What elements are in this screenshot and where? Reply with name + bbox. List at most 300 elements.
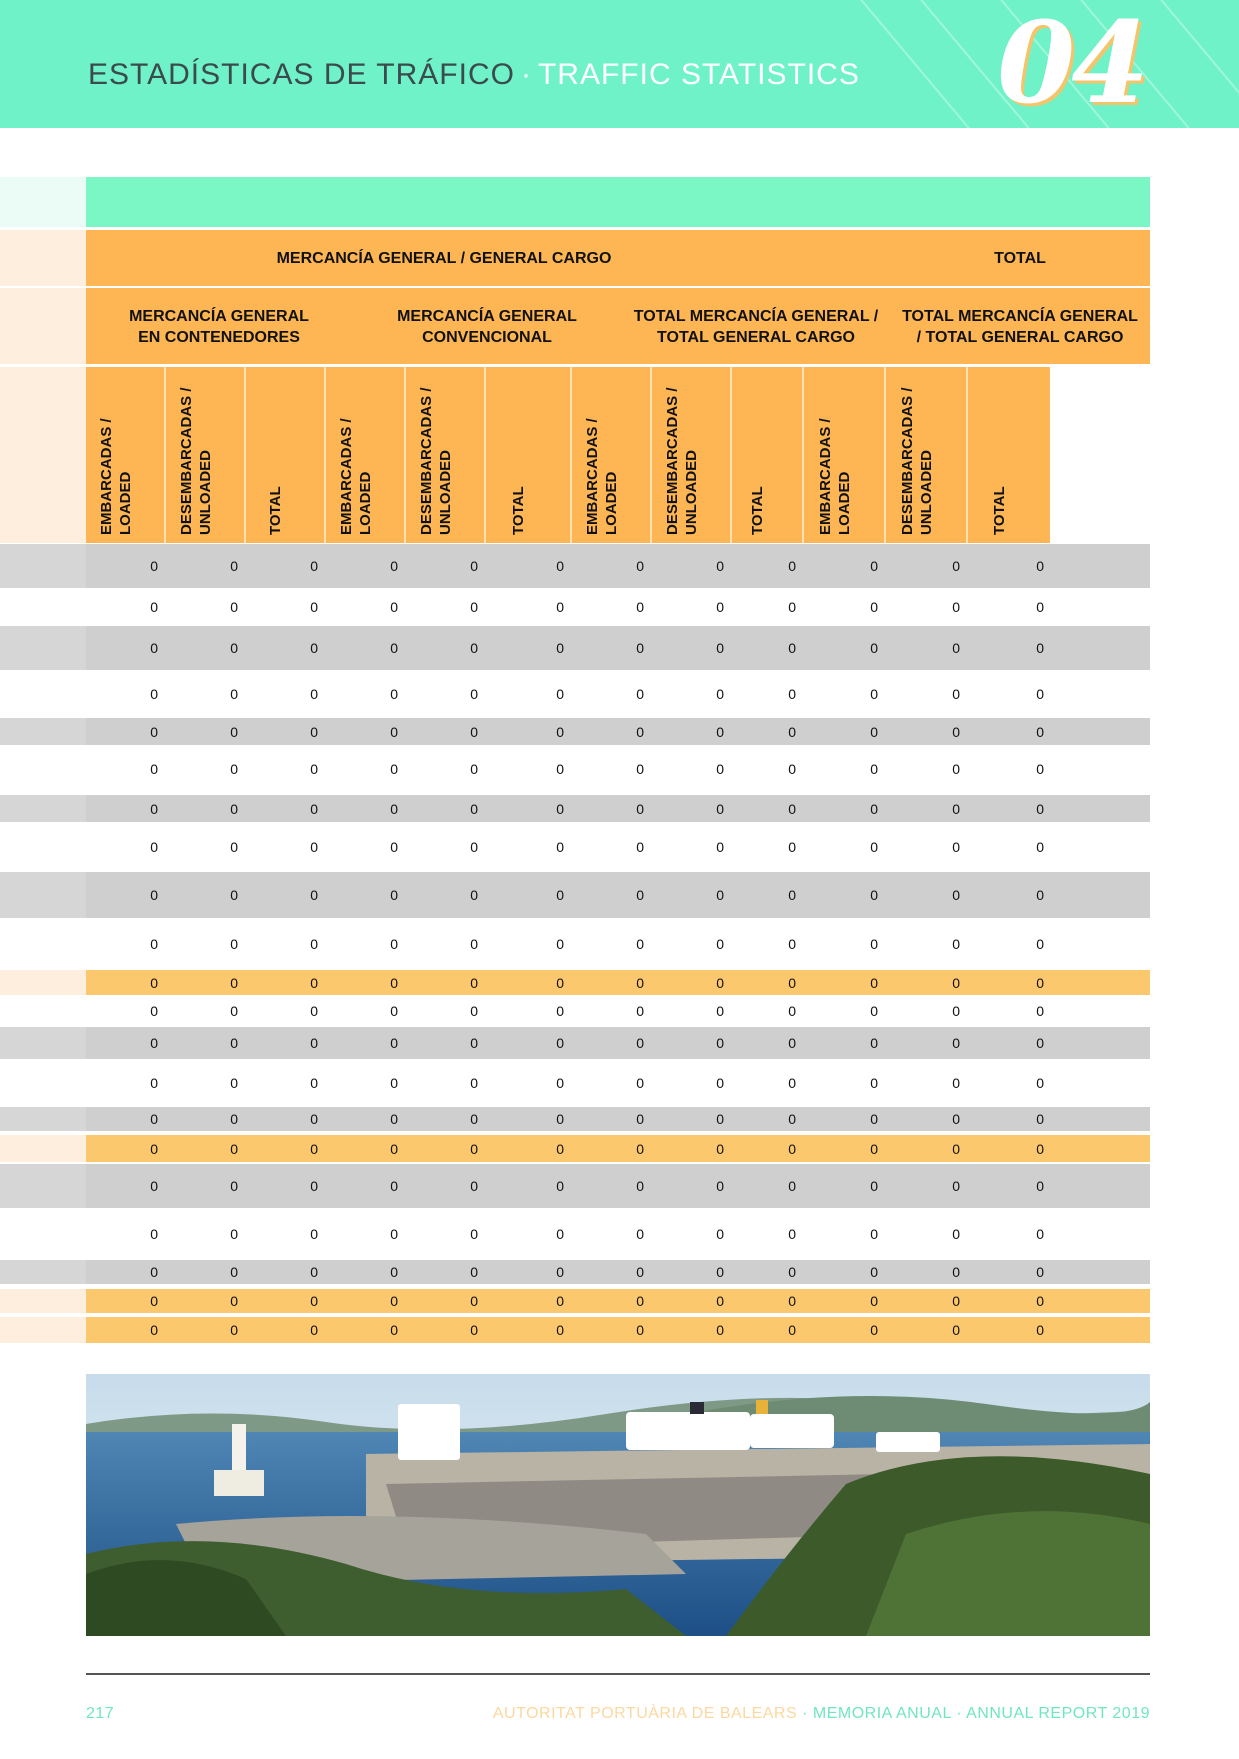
- column-divider: [650, 367, 652, 543]
- table-cell: 0: [952, 936, 960, 952]
- column-header: [486, 367, 570, 543]
- table-cell: 0: [1036, 599, 1044, 615]
- table-cell: 0: [716, 1111, 724, 1127]
- table-cell: 0: [470, 686, 478, 702]
- column-header: [572, 367, 650, 543]
- subgroup-line: MERCANCÍA GENERAL: [129, 308, 309, 325]
- column-divider: [244, 367, 246, 543]
- table-cell: 0: [788, 1140, 796, 1157]
- footer-report-es: MEMORIA ANUAL: [812, 1705, 952, 1722]
- column-header-line: DESEMBARCADAS /: [418, 387, 435, 535]
- table-cell: 0: [870, 723, 878, 740]
- table-cell: 0: [952, 686, 960, 702]
- table-header-subgroup-row: [86, 288, 1150, 364]
- table-row: [86, 718, 1150, 745]
- table-row: [86, 795, 1150, 822]
- column-header-label: [417, 387, 455, 535]
- table-row: [86, 1107, 1150, 1131]
- table-cell: 0: [390, 800, 398, 817]
- table-cell: 0: [470, 640, 478, 656]
- table-cell: 0: [1036, 723, 1044, 740]
- row-label-cell: [0, 825, 86, 869]
- table-cell: 0: [230, 1140, 238, 1157]
- table-cell: 0: [390, 974, 398, 991]
- table-cell: 0: [556, 558, 564, 574]
- table-row: [86, 1027, 1150, 1059]
- left-margin-cell: [0, 230, 86, 286]
- footer-report-title: [493, 1705, 1150, 1723]
- table-cell: 0: [150, 1002, 158, 1019]
- table-row: [86, 592, 1150, 622]
- chapter-number: 04: [997, 0, 1145, 128]
- table-cell: 0: [230, 599, 238, 615]
- table-cell: 0: [788, 1035, 796, 1051]
- table-cell: 0: [716, 1226, 724, 1242]
- column-divider: [884, 367, 886, 543]
- section-title-en: TRAFFIC STATISTICS: [537, 58, 860, 91]
- table-cell: 0: [952, 1264, 960, 1280]
- table-cell: 0: [952, 640, 960, 656]
- table-cell: 0: [870, 1140, 878, 1157]
- row-label-cell: [0, 1063, 86, 1103]
- column-header-line: TOTAL: [267, 486, 284, 535]
- column-header-label: [583, 418, 621, 535]
- table-cell: 0: [310, 887, 318, 903]
- page-number: 217: [86, 1705, 115, 1722]
- table-cell: 0: [390, 640, 398, 656]
- table-row: [86, 626, 1150, 670]
- row-label-cell: [0, 592, 86, 622]
- table-cell: 0: [952, 1293, 960, 1309]
- footer-organization: AUTORITAT PORTUÀRIA DE BALEARS: [492, 1705, 798, 1722]
- table-cell: 0: [716, 1140, 724, 1157]
- table-row: [86, 872, 1150, 918]
- subgroup-total-overall: [890, 306, 1150, 348]
- table-cell: 0: [788, 723, 796, 740]
- table-cell: 0: [390, 761, 398, 777]
- table-cell: 0: [470, 1322, 478, 1338]
- table-cell: 0: [150, 558, 158, 574]
- row-label-cell: [0, 970, 86, 995]
- table-row: [86, 1063, 1150, 1103]
- table-cell: 0: [952, 1075, 960, 1091]
- table-cell: 0: [230, 640, 238, 656]
- column-header-label: [663, 387, 701, 535]
- column-header-line: UNLOADED: [683, 450, 700, 535]
- table-cell: 0: [310, 1322, 318, 1338]
- table-cell: 0: [150, 936, 158, 952]
- table-cell: 0: [870, 1264, 878, 1280]
- column-header-line: DESEMBARCADAS /: [178, 387, 195, 535]
- row-label-cell: [0, 544, 86, 588]
- table-row: [86, 1289, 1150, 1313]
- row-label-cell: [0, 1027, 86, 1059]
- table-cell: 0: [636, 1035, 644, 1051]
- table-cell: 0: [1036, 839, 1044, 855]
- table-cell: 0: [556, 640, 564, 656]
- column-divider: [164, 367, 166, 543]
- table-cell: 0: [230, 1293, 238, 1309]
- table-cell: 0: [952, 1178, 960, 1194]
- port-photo-illustration: [86, 1374, 1150, 1636]
- column-header-label: [898, 387, 936, 535]
- row-label-cell: [0, 1212, 86, 1256]
- table-cell: 0: [870, 686, 878, 702]
- table-cell: 0: [230, 1264, 238, 1280]
- table-cell: 0: [636, 936, 644, 952]
- column-divider: [484, 367, 486, 543]
- table-cell: 0: [390, 1075, 398, 1091]
- table-cell: 0: [310, 1293, 318, 1309]
- column-divider: [966, 367, 968, 543]
- table-cell: 0: [230, 686, 238, 702]
- table-cell: 0: [150, 640, 158, 656]
- table-cell: 0: [230, 800, 238, 817]
- column-header-line: LOADED: [836, 471, 853, 535]
- table-cell: 0: [636, 974, 644, 991]
- table-cell: 0: [952, 761, 960, 777]
- table-cell: 0: [230, 839, 238, 855]
- column-header-line: DESEMBARCADAS /: [899, 387, 916, 535]
- table-cell: 0: [788, 1322, 796, 1338]
- table-cell: 0: [870, 1322, 878, 1338]
- table-cell: 0: [636, 1226, 644, 1242]
- table-cell: 0: [470, 1111, 478, 1127]
- table-cell: 0: [150, 800, 158, 817]
- table-cell: 0: [1036, 1075, 1044, 1091]
- column-header-label: [748, 486, 767, 535]
- table-cell: 0: [788, 558, 796, 574]
- column-header: [246, 367, 324, 543]
- title-separator: ·: [520, 58, 532, 91]
- table-cell: 0: [390, 1293, 398, 1309]
- column-header: [166, 367, 244, 543]
- table-cell: 0: [310, 599, 318, 615]
- row-label-cell: [0, 872, 86, 918]
- table-cell: 0: [716, 1075, 724, 1091]
- table-cell: 0: [788, 1111, 796, 1127]
- table-cell: 0: [636, 1075, 644, 1091]
- table-cell: 0: [788, 974, 796, 991]
- table-cell: 0: [310, 558, 318, 574]
- table-cell: 0: [636, 1111, 644, 1127]
- column-header: [326, 367, 404, 543]
- table-cell: 0: [556, 1264, 564, 1280]
- table-cell: 0: [788, 599, 796, 615]
- table-cell: 0: [636, 1140, 644, 1157]
- column-header-line: EMBARCADAS /: [338, 418, 355, 535]
- table-cell: 0: [150, 1226, 158, 1242]
- table-cell: 0: [470, 723, 478, 740]
- table-cell: 0: [470, 599, 478, 615]
- table-cell: 0: [470, 1140, 478, 1157]
- table-cell: 0: [716, 974, 724, 991]
- table-header-group-row: [86, 230, 1150, 286]
- table-cell: 0: [952, 1002, 960, 1019]
- column-header-line: EMBARCADAS /: [98, 418, 115, 535]
- table-cell: 0: [1036, 974, 1044, 991]
- table-cell: 0: [556, 839, 564, 855]
- table-cell: 0: [556, 599, 564, 615]
- column-header-line: TOTAL: [991, 486, 1008, 535]
- table-cell: 0: [870, 599, 878, 615]
- column-header-line: UNLOADED: [197, 450, 214, 535]
- table-cell: 0: [150, 686, 158, 702]
- table-cell: 0: [230, 723, 238, 740]
- table-cell: 0: [150, 1178, 158, 1194]
- table-cell: 0: [636, 839, 644, 855]
- table-row: [86, 1135, 1150, 1162]
- table-cell: 0: [636, 599, 644, 615]
- table-cell: 0: [870, 1002, 878, 1019]
- table-cell: 0: [952, 558, 960, 574]
- subgroup-line: TOTAL MERCANCÍA GENERAL /: [633, 308, 879, 325]
- table-cell: 0: [1036, 686, 1044, 702]
- section-title: [88, 58, 860, 92]
- table-cell: 0: [870, 800, 878, 817]
- table-cell: 0: [952, 1111, 960, 1127]
- table-cell: 0: [788, 839, 796, 855]
- table-cell: 0: [952, 1322, 960, 1338]
- table-cell: 0: [230, 761, 238, 777]
- column-header-line: UNLOADED: [918, 450, 935, 535]
- table-cell: 0: [556, 1035, 564, 1051]
- table-cell: 0: [230, 974, 238, 991]
- table-cell: 0: [150, 1075, 158, 1091]
- table-cell: 0: [310, 686, 318, 702]
- column-divider: [730, 367, 732, 543]
- table-cell: 0: [470, 974, 478, 991]
- table-cell: 0: [390, 839, 398, 855]
- table-cell: 0: [390, 723, 398, 740]
- subgroup-line: CONVENCIONAL: [422, 329, 552, 346]
- table-cell: 0: [788, 887, 796, 903]
- table-cell: 0: [556, 1322, 564, 1338]
- table-cell: 0: [230, 1035, 238, 1051]
- table-cell: 0: [1036, 1322, 1044, 1338]
- table-cell: 0: [470, 800, 478, 817]
- column-header-label: [337, 418, 375, 535]
- table-cell: 0: [716, 640, 724, 656]
- table-cell: 0: [310, 936, 318, 952]
- table-row: [86, 674, 1150, 714]
- table-cell: 0: [470, 1293, 478, 1309]
- table-row: [86, 1317, 1150, 1343]
- table-cell: 0: [788, 936, 796, 952]
- column-header-line: TOTAL: [749, 486, 766, 535]
- subgroup-line: EN CONTENEDORES: [138, 329, 300, 346]
- table-cell: 0: [716, 686, 724, 702]
- column-header-line: UNLOADED: [437, 450, 454, 535]
- table-cell: 0: [310, 1226, 318, 1242]
- row-label-cell: [0, 1317, 86, 1343]
- column-header-label: [990, 486, 1009, 535]
- table-cell: 0: [556, 1140, 564, 1157]
- table-cell: 0: [150, 1111, 158, 1127]
- table-cell: 0: [788, 1293, 796, 1309]
- table-cell: 0: [230, 1178, 238, 1194]
- table-cell: 0: [310, 1178, 318, 1194]
- page-header: [0, 0, 1239, 128]
- table-cell: 0: [716, 839, 724, 855]
- column-header-line: EMBARCADAS /: [817, 418, 834, 535]
- column-header: [968, 367, 1050, 543]
- table-cell: 0: [390, 1035, 398, 1051]
- table-cell: 0: [390, 1140, 398, 1157]
- table-cell: 0: [952, 1035, 960, 1051]
- table-cell: 0: [636, 640, 644, 656]
- port-panorama-photo: [86, 1374, 1150, 1636]
- table-cell: 0: [230, 1075, 238, 1091]
- table-cell: 0: [870, 887, 878, 903]
- table-cell: 0: [636, 761, 644, 777]
- row-label-cell: [0, 922, 86, 966]
- table-cell: 0: [310, 761, 318, 777]
- table-cell: 0: [310, 800, 318, 817]
- table-cell: 0: [150, 1035, 158, 1051]
- table-cell: 0: [1036, 1035, 1044, 1051]
- column-header-line: TOTAL: [510, 486, 527, 535]
- table-cell: 0: [716, 887, 724, 903]
- table-cell: 0: [150, 1264, 158, 1280]
- table-cell: 0: [1036, 1178, 1044, 1194]
- table-cell: 0: [470, 1035, 478, 1051]
- row-label-cell: [0, 1135, 86, 1162]
- subgroup-containerized: [86, 306, 352, 348]
- table-cell: 0: [556, 1002, 564, 1019]
- column-header: [886, 367, 966, 543]
- table-cell: 0: [716, 558, 724, 574]
- table-cell: 0: [788, 1178, 796, 1194]
- table-cell: 0: [870, 1075, 878, 1091]
- table-cell: 0: [470, 1264, 478, 1280]
- table-cell: 0: [636, 1178, 644, 1194]
- table-cell: 0: [788, 800, 796, 817]
- table-cell: 0: [1036, 558, 1044, 574]
- table-cell: 0: [1036, 800, 1044, 817]
- table-cell: 0: [716, 761, 724, 777]
- table-cell: 0: [390, 1322, 398, 1338]
- table-cell: 0: [390, 1264, 398, 1280]
- table-cell: 0: [1036, 640, 1044, 656]
- table-cell: 0: [310, 1035, 318, 1051]
- column-divider: [570, 367, 572, 543]
- table-cell: 0: [1036, 936, 1044, 952]
- left-margin-cell: [0, 288, 86, 364]
- table-row: [86, 998, 1150, 1023]
- table-cell: 0: [870, 558, 878, 574]
- table-cell: 0: [1036, 1293, 1044, 1309]
- table-cell: 0: [788, 1264, 796, 1280]
- table-cell: 0: [716, 936, 724, 952]
- table-cell: 0: [788, 1002, 796, 1019]
- row-label-cell: [0, 1164, 86, 1208]
- table-cell: 0: [636, 1002, 644, 1019]
- table-cell: 0: [952, 839, 960, 855]
- table-cell: 0: [1036, 1002, 1044, 1019]
- table-cell: 0: [470, 1002, 478, 1019]
- subgroup-total-general-cargo: [622, 306, 890, 348]
- table-cell: 0: [870, 936, 878, 952]
- subgroup-line: / TOTAL GENERAL CARGO: [916, 329, 1124, 346]
- table-cell: 0: [150, 723, 158, 740]
- table-cell: 0: [556, 686, 564, 702]
- row-label-cell: [0, 674, 86, 714]
- table-cell: 0: [150, 839, 158, 855]
- table-cell: 0: [636, 1322, 644, 1338]
- table-cell: 0: [952, 800, 960, 817]
- table-cell: 0: [636, 1293, 644, 1309]
- table-row: [86, 922, 1150, 966]
- table-cell: 0: [870, 1226, 878, 1242]
- table-cell: 0: [556, 800, 564, 817]
- table-cell: 0: [870, 640, 878, 656]
- table-cell: 0: [716, 1322, 724, 1338]
- table-cell: 0: [1036, 1226, 1044, 1242]
- column-header-label: [177, 387, 215, 535]
- row-label-cell: [0, 747, 86, 791]
- table-cell: 0: [952, 599, 960, 615]
- table-cell: 0: [310, 1002, 318, 1019]
- column-header-line: EMBARCADAS /: [584, 418, 601, 535]
- table-cell: 0: [556, 1111, 564, 1127]
- subgroup-line: MERCANCÍA GENERAL: [397, 308, 577, 325]
- table-cell: 0: [230, 887, 238, 903]
- table-cell: 0: [310, 1075, 318, 1091]
- table-cell: 0: [390, 1111, 398, 1127]
- table-cell: 0: [150, 1140, 158, 1157]
- table-cell: 0: [952, 1140, 960, 1157]
- table-cell: 0: [470, 839, 478, 855]
- table-cell: 0: [310, 1111, 318, 1127]
- table-row: [86, 544, 1150, 588]
- column-header: [804, 367, 884, 543]
- table-cell: 0: [556, 1075, 564, 1091]
- table-cell: 0: [470, 1178, 478, 1194]
- column-header: [86, 367, 164, 543]
- table-cell: 0: [556, 1226, 564, 1242]
- group-header-total: TOTAL: [994, 250, 1046, 267]
- column-header: [406, 367, 484, 543]
- table-row: [86, 1164, 1150, 1208]
- table-cell: 0: [556, 936, 564, 952]
- table-cell: 0: [470, 936, 478, 952]
- table-cell: 0: [390, 936, 398, 952]
- subgroup-conventional: [352, 306, 622, 348]
- table-cell: 0: [470, 887, 478, 903]
- column-header: [652, 367, 730, 543]
- table-cell: 0: [556, 974, 564, 991]
- column-header-line: LOADED: [357, 471, 374, 535]
- table-cell: 0: [556, 761, 564, 777]
- table-cell: 0: [390, 887, 398, 903]
- table-cell: 0: [788, 1226, 796, 1242]
- table-cell: 0: [470, 1075, 478, 1091]
- column-header-line: LOADED: [117, 471, 134, 535]
- table-cell: 0: [952, 974, 960, 991]
- column-header: [732, 367, 802, 543]
- column-divider: [802, 367, 804, 543]
- table-cell: 0: [870, 974, 878, 991]
- column-divider: [404, 367, 406, 543]
- column-header-label: [509, 486, 528, 535]
- table-cell: 0: [636, 887, 644, 903]
- table-cell: 0: [390, 558, 398, 574]
- table-cell: 0: [150, 887, 158, 903]
- table-cell: 0: [870, 1178, 878, 1194]
- left-margin-cell: [0, 177, 86, 227]
- table-cell: 0: [952, 887, 960, 903]
